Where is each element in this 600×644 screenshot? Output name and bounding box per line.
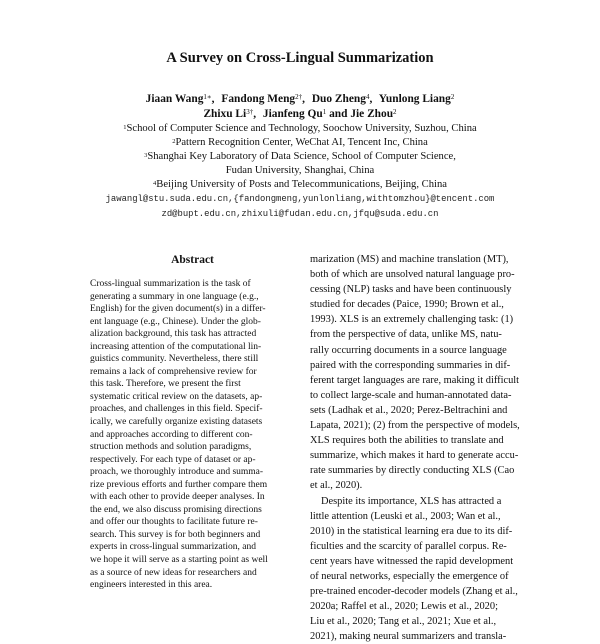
- affiliation-mark: 3: [144, 152, 148, 159]
- abstract-line: search. This survey is for both beginners and: [90, 529, 261, 540]
- affiliation-text: School of Computer Science and Technology, Soochow University, Suzhou, China: [126, 123, 477, 134]
- body-column: [310, 252, 528, 644]
- author-mark: 2†: [295, 93, 303, 101]
- abstract-line: English) for the given document(s) in a differ-: [90, 304, 266, 315]
- affiliation-1: [0, 122, 600, 136]
- body-line: et al., 2020).: [310, 480, 363, 492]
- body-line: ficulties and the scarcity of parallel corpus. Re-: [310, 540, 507, 552]
- abstract-line: as a source of new ideas for researchers and: [90, 567, 257, 578]
- body-line: studied for decades (Paice, 1990; Brown et al.,: [310, 299, 504, 311]
- author-mark: 1: [322, 108, 327, 116]
- body-line: little attention (Leuski et al., 2003; Wan et al.,: [310, 510, 501, 522]
- abstract-line: respectively. For each type of dataset or ap-: [90, 454, 256, 465]
- body-line: Liu et al., 2020; Tang et al., 2021; Xue et al.,: [310, 616, 497, 628]
- author-mark: 4: [365, 93, 370, 101]
- body-line: marization (MS) and machine translation (MT),: [310, 254, 509, 265]
- abstract-line: alization background, this task has attracted: [90, 329, 257, 340]
- body-line: sets (Ladhak et al., 2020; Perez-Beltrachini and: [310, 404, 508, 416]
- abstract-line: remains a lack of comprehensive review for: [90, 366, 257, 377]
- author-name: Fandong Meng: [221, 93, 296, 105]
- author-2: [221, 93, 302, 105]
- paper-title: A Survey on Cross-Lingual Summarization: [166, 50, 434, 66]
- author-7: [350, 108, 396, 120]
- email-line-2: zd@bupt.edu.cn,zhixuli@fudan.edu.cn,jfqu@suda.edu.cn: [161, 209, 439, 219]
- body-line: from the perspective of data, unlike MS, natu-: [310, 329, 502, 341]
- body-line: 2020a; Raffel et al., 2020; Lewis et al., 2020;: [310, 601, 498, 613]
- author-name: Jianfeng Qu: [262, 108, 323, 120]
- abstract-heading: Abstract: [171, 254, 214, 266]
- author-line-2: Zhixu $Li^{3\dagger}$, Jianfeng Qu$^1$ and Jie Zhou$^2$: [203, 108, 397, 120]
- affiliation-mark: 1: [123, 124, 127, 131]
- affiliation-mark: 2: [172, 138, 176, 145]
- abstract-line: systematic critical review on the datasets, ap-: [90, 391, 263, 402]
- abstract-line: with each other to provide deeper analyses. In: [90, 492, 265, 503]
- author-list: [0, 92, 600, 122]
- affiliation-text: Pattern Recognition Center, WeChat AI, Tencent Inc, China: [175, 137, 428, 148]
- author-mark: 2: [450, 93, 455, 101]
- affiliation-text: Shanghai Key Laboratory of Data Science, School of Computer Science,: [147, 151, 456, 162]
- abstract-line: this task. Therefore, we present the first: [90, 379, 241, 390]
- affiliation-text: Fudan University, Shanghai, China: [225, 165, 375, 176]
- body-line: of neural networks, especially the emergence of: [310, 570, 509, 582]
- abstract-line: struction methods and solution paradigms,: [90, 442, 252, 453]
- body-line: cessing (NLP) tasks and have been continuously: [310, 284, 512, 296]
- author-name: Duo Zheng: [311, 93, 366, 105]
- body-line: ferent target languages are rare, making it difficult: [310, 374, 520, 386]
- abstract-line: the end, we also discuss promising directions: [90, 504, 262, 515]
- body-line: Despite its importance, XLS has attracted a: [321, 495, 502, 507]
- body-line: rally occurring documents in a source language: [310, 344, 507, 356]
- affiliation-text: Beijing University of Posts and Telecommunications, Beijing, China: [156, 179, 447, 190]
- body-line: cent years have witnessed the rapid development: [310, 555, 514, 567]
- author-name: Jiaan Wang: [145, 93, 204, 105]
- body-line: to collect large-scale and human-annotated data-: [310, 389, 512, 401]
- author-and: and: [329, 108, 348, 120]
- author-6: [263, 108, 326, 120]
- affiliation-4: [0, 178, 600, 192]
- author-mark: 2: [393, 108, 397, 116]
- abstract-line: proach, we thoroughly introduce and summa-: [90, 467, 264, 478]
- body-line: XLS requires both the abilities to translate and: [310, 435, 504, 447]
- affiliation-3-cont: [0, 164, 600, 178]
- author-name: Yunlong Liang: [378, 93, 451, 105]
- body-line: 1993). XLS is an extremely challenging task: (1): [310, 314, 514, 326]
- body-line: both of which are unsolved natural language pro-: [310, 269, 515, 281]
- author-name: Zhixu Li: [203, 108, 247, 120]
- abstract-line: rize previous efforts and further compare them: [90, 479, 268, 490]
- abstract-line: ent language (e.g., Chinese). Under the glob-: [90, 316, 261, 327]
- email-line-1: jawangl@stu.suda.edu.cn,{fandongmeng,yunlonliang,withtomzhou}@tencent.com: [105, 194, 495, 204]
- body-line: 2010) in the statistical learning era due to its dif-: [310, 525, 513, 537]
- author-3: [312, 93, 370, 105]
- affiliation-mark: 4: [153, 180, 157, 187]
- body-line: summarize, which makes it hard to generate accu-: [310, 450, 519, 462]
- abstract-line: increasing attention of the computational lin-: [90, 341, 262, 352]
- author-mark: 1∗: [203, 93, 212, 101]
- abstract-line: proaches, and challenges in this field. Specif-: [90, 404, 263, 415]
- abstract-line: guistics community. Nevertheless, there still: [90, 354, 259, 365]
- body-line: Lapata, 2021); (2) from the perspective of models,: [310, 420, 520, 432]
- abstract-line: ically, we carefully organize existing datasets: [90, 417, 263, 428]
- body-line: 2021), making neural summarizers and transla-: [310, 631, 507, 643]
- affiliation-2: [0, 136, 600, 150]
- abstract-body: [90, 278, 295, 592]
- body-line: paired with the corresponding summaries in dif-: [310, 359, 511, 371]
- affiliation-list: [0, 122, 600, 192]
- abstract-line: and offer our thoughts to facilitate future re-: [90, 517, 258, 528]
- author-line-1: Jiaan Wang$^{1∗}$, Fandong Meng$^{2\dagger}$, Duo Zheng$^4$, Yunlong Liang$^2$: [145, 93, 455, 105]
- abstract-line: experts in cross-lingual summarization, and: [90, 542, 256, 553]
- abstract-line: engineers interested in this area.: [90, 580, 213, 591]
- author-5: [203, 108, 253, 120]
- abstract-line: Cross-lingual summarization is the task of: [90, 279, 251, 289]
- affiliation-3: [0, 150, 600, 164]
- author-1: [146, 93, 212, 105]
- abstract-line: and approaches according to different con-: [90, 429, 253, 440]
- body-line: pre-trained encoder-decoder models (Zhang et al.,: [310, 586, 518, 598]
- author-mark: 3†: [246, 108, 254, 116]
- author-4: [379, 93, 455, 105]
- body-line: rate summaries by directly conducting XLS (Cao: [310, 465, 515, 477]
- abstract-line: we hope it will serve as a starting point as well: [90, 555, 268, 566]
- author-name: Jie Zhou: [350, 108, 394, 120]
- email-list: [0, 192, 600, 222]
- abstract-line: generating a summary in one language (e.g.,: [90, 291, 259, 302]
